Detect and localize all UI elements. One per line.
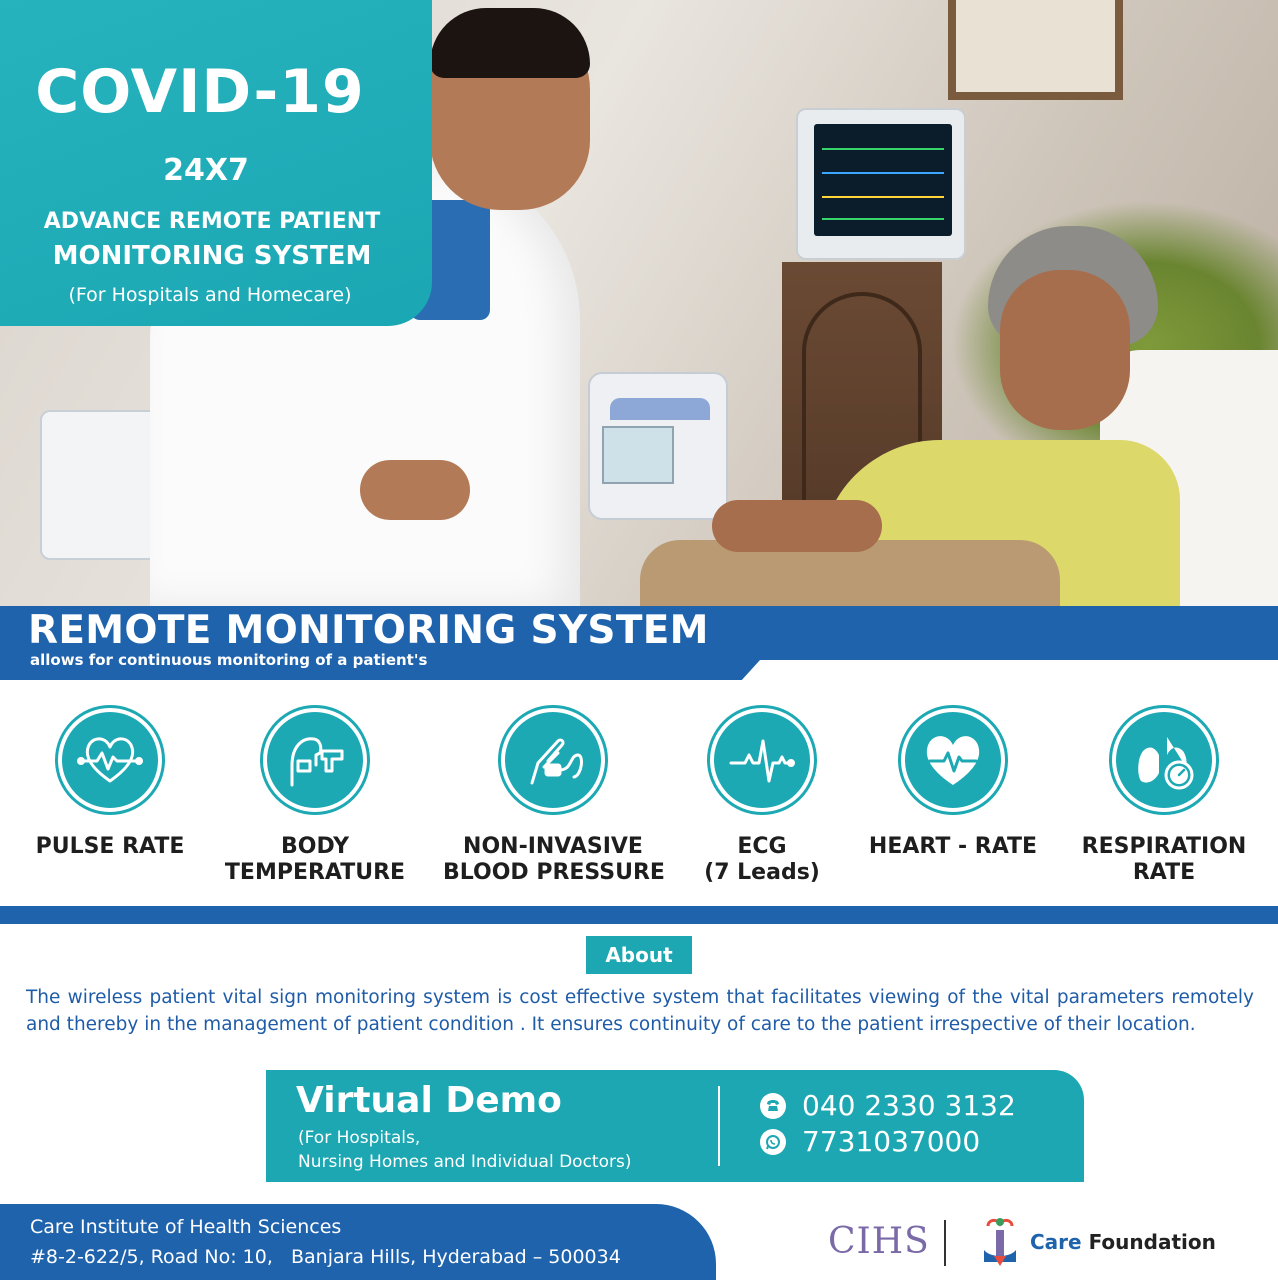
divider-bar	[0, 906, 1278, 924]
footer-address-bar	[0, 1204, 716, 1280]
care-foundation-logo-text	[1030, 1228, 1216, 1256]
feature-label-line2: TEMPERATURE	[224, 860, 406, 885]
banner-notch	[740, 660, 1278, 682]
demo-separator	[718, 1086, 720, 1166]
feature-label-line1: NON-INVASIVE	[463, 834, 643, 859]
lungs-gauge-icon	[1112, 708, 1216, 812]
monitor-screen	[814, 124, 952, 236]
doctor-hair	[430, 8, 590, 78]
monitor-wave	[822, 148, 944, 150]
feature-label-line1: BODY	[280, 834, 350, 859]
organization-address: #8-2-622/5, Road No: 10, Banjara Hills, Hyderabad – 500034	[30, 1246, 621, 1268]
about-text: The wireless patient vital sign monitoring system is cost effective system that facilitates viewing of the vital parameters remotely and thereby in the management of patient condition . It ensures continuity of care to the patient irrespective of their location.	[26, 987, 1254, 1035]
patient-head	[1000, 270, 1130, 430]
banner-title: REMOTE MONITORING SYSTEM	[28, 608, 709, 653]
main-title: COVID-19	[35, 57, 365, 127]
care-foundation-logo-icon	[980, 1216, 1020, 1268]
feature-label	[652, 834, 872, 886]
ventilator-top	[610, 398, 710, 420]
ventilator-device	[588, 372, 728, 520]
heart-pulse-icon	[58, 708, 162, 812]
whatsapp-icon	[760, 1129, 786, 1155]
feature-respiration-rate	[1054, 690, 1274, 886]
audience-label: (For Hospitals and Homecare)	[68, 284, 352, 306]
feature-label-line2: RATE	[1132, 860, 1196, 885]
demo-title: Virtual Demo	[296, 1080, 562, 1121]
telephone-icon	[760, 1093, 786, 1119]
ecg-wave-icon	[710, 708, 814, 812]
monitor-wave	[822, 196, 944, 198]
heart-rate-icon	[901, 708, 1005, 812]
feature-ecg	[652, 690, 872, 886]
logo-separator	[944, 1220, 946, 1266]
phone-contact[interactable]	[760, 1088, 1016, 1124]
thermometer-gun-icon	[263, 708, 367, 812]
feature-pulse-rate	[0, 690, 220, 860]
feature-label-line2: (7 Leads)	[704, 860, 820, 885]
title-panel	[0, 0, 432, 326]
feature-label-line1: HEART - RATE	[868, 834, 1038, 859]
feature-label-line1: PULSE RATE	[35, 834, 185, 859]
whatsapp-number[interactable]: 7731037000	[802, 1125, 981, 1158]
feature-label-line1: ECG	[737, 834, 787, 859]
feature-body-temperature	[205, 690, 425, 886]
foundation-word: Foundation	[1081, 1230, 1216, 1254]
demo-subtitle-line2: Nursing Homes and Individual Doctors)	[298, 1152, 632, 1172]
feature-label	[1054, 834, 1274, 886]
availability-label: 24X7	[163, 153, 249, 188]
feature-heart-rate	[843, 690, 1063, 860]
banner-subtitle: allows for continuous monitoring of a patient's	[30, 651, 428, 669]
demo-subtitle	[298, 1126, 631, 1174]
patient-arm	[712, 500, 882, 552]
cihs-logo: CIHS	[828, 1221, 930, 1262]
demo-subtitle-line1: (For Hospitals,	[298, 1128, 421, 1148]
whatsapp-contact[interactable]	[760, 1124, 980, 1160]
about-badge: About	[586, 936, 692, 974]
suction-device	[40, 410, 160, 560]
finger-sensor-icon	[501, 708, 605, 812]
subtitle-line-1: ADVANCE REMOTE PATIENT	[43, 209, 381, 234]
feature-label	[443, 834, 663, 886]
phone-number[interactable]: 040 2330 3132	[802, 1089, 1016, 1122]
organization-name: Care Institute of Health Sciences	[30, 1216, 342, 1238]
care-word: Care	[1030, 1230, 1082, 1254]
patient-monitor-device	[796, 108, 966, 260]
monitor-wave	[822, 218, 944, 220]
feature-label	[205, 834, 425, 886]
wall-picture-frame	[948, 0, 1123, 100]
feature-label-line1: RESPIRATION	[1081, 834, 1247, 859]
subtitle-line-2: MONITORING SYSTEM	[52, 241, 372, 271]
virtual-demo-card	[266, 1070, 1084, 1182]
ventilator-screen	[602, 426, 674, 484]
feature-label-line2: BLOOD PRESSURE	[443, 860, 665, 885]
feature-list	[0, 690, 1278, 900]
feature-label	[0, 834, 220, 860]
feature-blood-pressure	[443, 690, 663, 886]
doctor-hand	[360, 460, 470, 520]
monitor-wave	[822, 172, 944, 174]
feature-label	[843, 834, 1063, 860]
